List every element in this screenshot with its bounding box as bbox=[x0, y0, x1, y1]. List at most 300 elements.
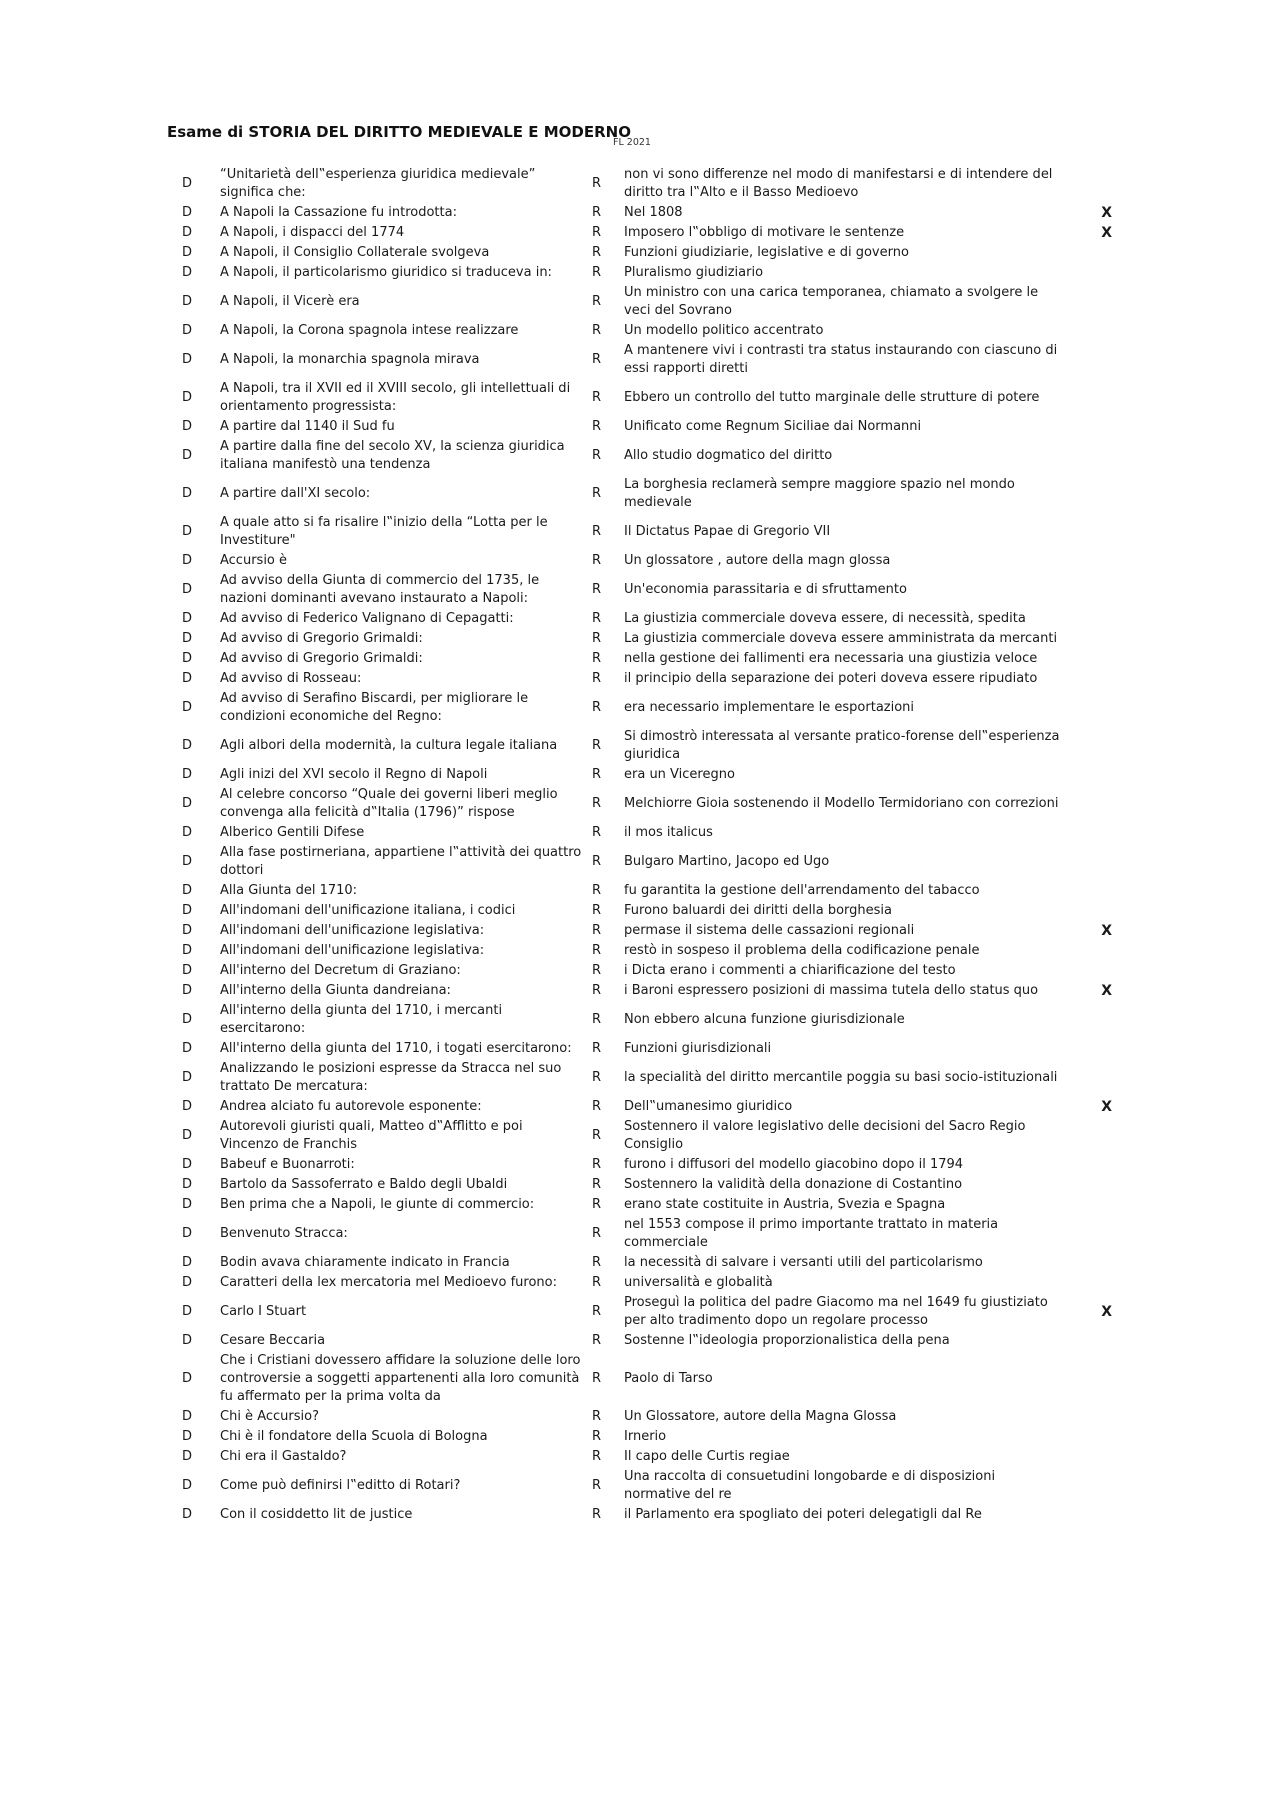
question-marker: D bbox=[182, 1226, 193, 1241]
table-row bbox=[182, 1427, 1112, 1447]
question-text: Alla fase postirneriana, appartiene l‟attività dei quattro dottori bbox=[220, 845, 582, 878]
table-row bbox=[182, 1059, 1112, 1097]
table-row bbox=[182, 901, 1112, 921]
question-marker: D bbox=[182, 582, 193, 597]
table-row bbox=[182, 283, 1112, 321]
document-code: FL 2021 bbox=[613, 137, 651, 148]
table-row bbox=[182, 1117, 1112, 1155]
question-text: Ad avviso di Gregorio Grimaldi: bbox=[220, 631, 423, 646]
table-row bbox=[182, 203, 1112, 223]
answer-text: Furono baluardi dei diritti della borghesia bbox=[624, 903, 892, 918]
correct-mark bbox=[1064, 1253, 1112, 1273]
correct-mark bbox=[1064, 243, 1112, 263]
question-marker: D bbox=[182, 700, 193, 715]
correct-mark bbox=[1064, 727, 1112, 765]
answer-text: permase il sistema delle cassazioni regionali bbox=[624, 923, 915, 938]
table-row bbox=[182, 609, 1112, 629]
correct-mark bbox=[1064, 941, 1112, 961]
answer-text: il Parlamento era spogliato dei poteri delegatigli dal Re bbox=[624, 1507, 982, 1522]
correct-mark: X bbox=[1101, 923, 1112, 939]
answer-text: erano state costituite in Austria, Svezia e Spagna bbox=[624, 1197, 946, 1212]
answer-text: Il capo delle Curtis regiae bbox=[624, 1449, 790, 1464]
table-row bbox=[182, 1447, 1112, 1467]
question-marker: D bbox=[182, 419, 193, 434]
answer-text: Unificato come Regnum Siciliae dai Normanni bbox=[624, 419, 922, 434]
question-marker: D bbox=[182, 1449, 193, 1464]
answer-text: i Baroni espressero posizioni di massima tutela dello status quo bbox=[624, 983, 1039, 998]
question-marker: D bbox=[182, 390, 193, 405]
question-marker: D bbox=[182, 854, 193, 869]
answer-text: il principio della separazione dei poteri doveva essere ripudiato bbox=[624, 671, 1038, 686]
answer-marker: R bbox=[592, 1041, 602, 1056]
answer-text: era un Viceregno bbox=[624, 767, 735, 782]
correct-mark: X bbox=[1101, 1304, 1112, 1320]
answer-text: A mantenere vivi i contrasti tra status instaurando con ciascuno di essi rapporti diretti bbox=[624, 343, 1058, 376]
answer-text: Si dimostrò interessata al versante pratico-forense dell‟esperienza giuridica bbox=[624, 729, 1060, 762]
correct-mark bbox=[1064, 341, 1112, 379]
correct-mark bbox=[1064, 1407, 1112, 1427]
correct-mark bbox=[1064, 551, 1112, 571]
table-row bbox=[182, 629, 1112, 649]
correct-mark bbox=[1064, 689, 1112, 727]
answer-marker: R bbox=[592, 1070, 602, 1085]
table-row bbox=[182, 1175, 1112, 1195]
table-row bbox=[182, 921, 1112, 941]
answer-marker: R bbox=[592, 1449, 602, 1464]
question-text: Benvenuto Stracca: bbox=[220, 1226, 348, 1241]
question-marker: D bbox=[182, 323, 193, 338]
answer-text: Imposero l‟obbligo di motivare le sentenze bbox=[624, 225, 905, 240]
question-text: Che i Cristiani dovessero affidare la soluzione delle loro controversie a soggetti appartenenti alla loro comunità fu affermato per la prima volta da bbox=[220, 1353, 581, 1404]
answer-text: Un'economia parassitaria e di sfruttamento bbox=[624, 582, 907, 597]
answer-marker: R bbox=[592, 1275, 602, 1290]
correct-mark bbox=[1064, 823, 1112, 843]
table-row bbox=[182, 1505, 1112, 1525]
question-marker: D bbox=[182, 631, 193, 646]
answer-text: Funzioni giurisdizionali bbox=[624, 1041, 772, 1056]
answer-marker: R bbox=[592, 1255, 602, 1270]
question-marker: D bbox=[182, 225, 193, 240]
answer-marker: R bbox=[592, 1197, 602, 1212]
table-row bbox=[182, 941, 1112, 961]
question-marker: D bbox=[182, 903, 193, 918]
question-text: A Napoli, il Vicerè era bbox=[220, 294, 360, 309]
table-row bbox=[182, 475, 1112, 513]
correct-mark bbox=[1064, 609, 1112, 629]
question-marker: D bbox=[182, 923, 193, 938]
answer-text: furono i diffusori del modello giacobino dopo il 1794 bbox=[624, 1157, 964, 1172]
answer-marker: R bbox=[592, 486, 602, 501]
answer-text: Non ebbero alcuna funzione giurisdizionale bbox=[624, 1012, 905, 1027]
question-text: Ben prima che a Napoli, le giunte di commercio: bbox=[220, 1197, 535, 1212]
table-row bbox=[182, 669, 1112, 689]
question-marker: D bbox=[182, 1333, 193, 1348]
answer-marker: R bbox=[592, 582, 602, 597]
correct-mark bbox=[1064, 475, 1112, 513]
answer-marker: R bbox=[592, 553, 602, 568]
question-marker: D bbox=[182, 1275, 193, 1290]
table-row bbox=[182, 1001, 1112, 1039]
question-marker: D bbox=[182, 943, 193, 958]
table-row bbox=[182, 961, 1112, 981]
answer-text: Irnerio bbox=[624, 1429, 667, 1444]
question-text: A Napoli, tra il XVII ed il XVIII secolo, gli intellettuali di orientamento progressista: bbox=[220, 381, 571, 414]
question-text: “Unitarietà dell‟esperienza giuridica medievale” significa che: bbox=[220, 167, 536, 200]
answer-marker: R bbox=[592, 1128, 602, 1143]
correct-mark bbox=[1064, 321, 1112, 341]
answer-text: Dell‟umanesimo giuridico bbox=[624, 1099, 793, 1114]
question-text: Ad avviso di Gregorio Grimaldi: bbox=[220, 651, 423, 666]
table-row bbox=[182, 785, 1112, 823]
question-text: All'indomani dell'unificazione legislativa: bbox=[220, 923, 485, 938]
answer-marker: R bbox=[592, 1157, 602, 1172]
answer-marker: R bbox=[592, 883, 602, 898]
question-text: Accursio è bbox=[220, 553, 288, 568]
correct-mark bbox=[1064, 1039, 1112, 1059]
question-marker: D bbox=[182, 738, 193, 753]
answer-marker: R bbox=[592, 1226, 602, 1241]
table-row bbox=[182, 1215, 1112, 1253]
question-text: Alberico Gentili Difese bbox=[220, 825, 365, 840]
correct-mark: X bbox=[1101, 983, 1112, 999]
correct-mark bbox=[1064, 1175, 1112, 1195]
question-text: Chi era il Gastaldo? bbox=[220, 1449, 347, 1464]
correct-mark bbox=[1064, 1001, 1112, 1039]
question-marker: D bbox=[182, 767, 193, 782]
question-text: A Napoli, la Corona spagnola intese realizzare bbox=[220, 323, 519, 338]
answer-marker: R bbox=[592, 352, 602, 367]
question-text: A quale atto si fa risalire l‟inizio della “Lotta per le Investiture" bbox=[220, 515, 548, 548]
question-text: All'interno della giunta del 1710, i mercanti esercitarono: bbox=[220, 1003, 503, 1036]
answer-marker: R bbox=[592, 1429, 602, 1444]
question-text: Con il cosiddetto lit de justice bbox=[220, 1507, 413, 1522]
question-marker: D bbox=[182, 1304, 193, 1319]
answer-marker: R bbox=[592, 825, 602, 840]
answer-marker: R bbox=[592, 225, 602, 240]
answer-text: Sostennero la validità della donazione di Costantino bbox=[624, 1177, 963, 1192]
answer-marker: R bbox=[592, 1012, 602, 1027]
answer-text: fu garantita la gestione dell'arrendamento del tabacco bbox=[624, 883, 980, 898]
question-marker: D bbox=[182, 486, 193, 501]
answer-marker: R bbox=[592, 651, 602, 666]
correct-mark bbox=[1064, 1059, 1112, 1097]
answer-text: nella gestione dei fallimenti era necessaria una giustizia veloce bbox=[624, 651, 1038, 666]
answer-marker: R bbox=[592, 671, 602, 686]
answer-marker: R bbox=[592, 738, 602, 753]
question-marker: D bbox=[182, 1429, 193, 1444]
table-row bbox=[182, 1351, 1112, 1407]
question-marker: D bbox=[182, 1197, 193, 1212]
answer-marker: R bbox=[592, 983, 602, 998]
answer-marker: R bbox=[592, 245, 602, 260]
correct-mark bbox=[1064, 765, 1112, 785]
table-row bbox=[182, 165, 1112, 203]
answer-marker: R bbox=[592, 963, 602, 978]
question-text: A Napoli, il Consiglio Collaterale svolgeva bbox=[220, 245, 490, 260]
answer-marker: R bbox=[592, 1507, 602, 1522]
question-marker: D bbox=[182, 1128, 193, 1143]
answer-text: Ebbero un controllo del tutto marginale delle strutture di potere bbox=[624, 390, 1040, 405]
question-marker: D bbox=[182, 553, 193, 568]
answer-text: La giustizia commerciale doveva essere amministrata da mercanti bbox=[624, 631, 1058, 646]
correct-mark bbox=[1064, 961, 1112, 981]
question-text: All'interno della Giunta dandreiana: bbox=[220, 983, 451, 998]
answer-text: Un glossatore , autore della magn glossa bbox=[624, 553, 891, 568]
table-row bbox=[182, 1253, 1112, 1273]
question-text: Babeuf e Buonarroti: bbox=[220, 1157, 355, 1172]
question-text: Andrea alciato fu autorevole esponente: bbox=[220, 1099, 482, 1114]
question-marker: D bbox=[182, 825, 193, 840]
question-text: Agli albori della modernità, la cultura legale italiana bbox=[220, 738, 558, 753]
table-row bbox=[182, 1273, 1112, 1293]
correct-mark bbox=[1064, 1155, 1112, 1175]
correct-mark bbox=[1064, 901, 1112, 921]
question-text: Carlo I Stuart bbox=[220, 1304, 307, 1319]
question-text: Al celebre concorso “Quale dei governi liberi meglio convenga alla felicità d‟Italia (1796)” rispose bbox=[220, 787, 558, 820]
correct-mark bbox=[1064, 649, 1112, 669]
question-text: Bodin avava chiaramente indicato in Francia bbox=[220, 1255, 510, 1270]
correct-mark bbox=[1064, 263, 1112, 283]
answer-marker: R bbox=[592, 611, 602, 626]
answer-text: il mos italicus bbox=[624, 825, 713, 840]
question-text: Bartolo da Sassoferrato e Baldo degli Ubaldi bbox=[220, 1177, 508, 1192]
table-row bbox=[182, 513, 1112, 551]
question-answer-table bbox=[182, 165, 1112, 1525]
question-text: A partire dalla fine del secolo XV, la scienza giuridica italiana manifestò una tendenza bbox=[220, 439, 565, 472]
question-text: Caratteri della lex mercatoria mel Medioevo furono: bbox=[220, 1275, 557, 1290]
question-marker: D bbox=[182, 176, 193, 191]
question-marker: D bbox=[182, 265, 193, 280]
answer-marker: R bbox=[592, 294, 602, 309]
answer-marker: R bbox=[592, 390, 602, 405]
table-row bbox=[182, 1155, 1112, 1175]
answer-marker: R bbox=[592, 1099, 602, 1114]
correct-mark bbox=[1064, 417, 1112, 437]
answer-marker: R bbox=[592, 419, 602, 434]
answer-text: i Dicta erano i commenti a chiarificazione del testo bbox=[624, 963, 956, 978]
correct-mark bbox=[1064, 1505, 1112, 1525]
question-text: All'indomani dell'unificazione legislativa: bbox=[220, 943, 485, 958]
question-marker: D bbox=[182, 1157, 193, 1172]
question-text: A Napoli, la monarchia spagnola mirava bbox=[220, 352, 480, 367]
correct-mark bbox=[1064, 629, 1112, 649]
question-text: All'interno del Decretum di Graziano: bbox=[220, 963, 461, 978]
answer-text: non vi sono differenze nel modo di manifestarsi e di intendere del diritto tra l‟Alto e il Basso Medioevo bbox=[624, 167, 1053, 200]
correct-mark bbox=[1064, 669, 1112, 689]
question-text: All'interno della giunta del 1710, i togati esercitarono: bbox=[220, 1041, 572, 1056]
question-marker: D bbox=[182, 1099, 193, 1114]
answer-text: Nel 1808 bbox=[624, 205, 683, 220]
table-row bbox=[182, 417, 1112, 437]
correct-mark bbox=[1064, 785, 1112, 823]
table-row bbox=[182, 689, 1112, 727]
question-text: A partire dal 1140 il Sud fu bbox=[220, 419, 395, 434]
table-row bbox=[182, 765, 1112, 785]
table-row bbox=[182, 843, 1112, 881]
correct-mark bbox=[1064, 165, 1112, 203]
table-row bbox=[182, 243, 1112, 263]
correct-mark bbox=[1064, 843, 1112, 881]
answer-marker: R bbox=[592, 631, 602, 646]
question-marker: D bbox=[182, 245, 193, 260]
question-marker: D bbox=[182, 1070, 193, 1085]
answer-text: Un ministro con una carica temporanea, chiamato a svolgere le veci del Sovrano bbox=[624, 285, 1039, 318]
table-row bbox=[182, 223, 1112, 243]
question-marker: D bbox=[182, 963, 193, 978]
answer-marker: R bbox=[592, 923, 602, 938]
question-marker: D bbox=[182, 983, 193, 998]
correct-mark bbox=[1064, 881, 1112, 901]
answer-marker: R bbox=[592, 700, 602, 715]
table-row bbox=[182, 321, 1112, 341]
question-marker: D bbox=[182, 671, 193, 686]
question-marker: D bbox=[182, 524, 193, 539]
table-row bbox=[182, 881, 1112, 901]
answer-text: nel 1553 compose il primo importante trattato in materia commerciale bbox=[624, 1217, 999, 1250]
answer-text: Il Dictatus Papae di Gregorio VII bbox=[624, 524, 831, 539]
answer-text: Paolo di Tarso bbox=[624, 1371, 713, 1386]
question-text: Ad avviso della Giunta di commercio del 1735, le nazioni dominanti avevano instaurato a Napoli: bbox=[220, 573, 540, 606]
answer-text: La giustizia commerciale doveva essere, di necessità, spedita bbox=[624, 611, 1026, 626]
answer-text: Sostennero il valore legislativo delle decisioni del Sacro Regio Consiglio bbox=[624, 1119, 1026, 1152]
answer-text: universalità e globalità bbox=[624, 1275, 773, 1290]
question-marker: D bbox=[182, 1371, 193, 1386]
question-marker: D bbox=[182, 1177, 193, 1192]
table-row bbox=[182, 649, 1112, 669]
correct-mark bbox=[1064, 1351, 1112, 1407]
table-row bbox=[182, 341, 1112, 379]
table-row bbox=[182, 823, 1112, 843]
answer-marker: R bbox=[592, 176, 602, 191]
question-text: Ad avviso di Serafino Biscardi, per migliorare le condizioni economiche del Regno: bbox=[220, 691, 529, 724]
correct-mark bbox=[1064, 571, 1112, 609]
correct-mark: X bbox=[1101, 1099, 1112, 1115]
correct-mark: X bbox=[1101, 205, 1112, 221]
answer-text: Melchiorre Gioia sostenendo il Modello Termidoriano con correzioni bbox=[624, 796, 1059, 811]
question-text: Cesare Beccaria bbox=[220, 1333, 326, 1348]
answer-marker: R bbox=[592, 1478, 602, 1493]
table-row bbox=[182, 1097, 1112, 1117]
question-marker: D bbox=[182, 796, 193, 811]
answer-marker: R bbox=[592, 1409, 602, 1424]
answer-marker: R bbox=[592, 854, 602, 869]
table-row bbox=[182, 1039, 1112, 1059]
question-text: Ad avviso di Federico Valignano di Cepagatti: bbox=[220, 611, 514, 626]
answer-marker: R bbox=[592, 943, 602, 958]
answer-text: Pluralismo giudiziario bbox=[624, 265, 764, 280]
answer-text: Bulgaro Martino, Jacopo ed Ugo bbox=[624, 854, 830, 869]
correct-mark bbox=[1064, 283, 1112, 321]
question-text: A Napoli, i dispacci del 1774 bbox=[220, 225, 405, 240]
correct-mark bbox=[1064, 1195, 1112, 1215]
answer-marker: R bbox=[592, 1177, 602, 1192]
answer-marker: R bbox=[592, 323, 602, 338]
answer-text: La borghesia reclamerà sempre maggiore spazio nel mondo medievale bbox=[624, 477, 1015, 510]
answer-marker: R bbox=[592, 903, 602, 918]
correct-mark bbox=[1064, 1427, 1112, 1447]
question-marker: D bbox=[182, 1507, 193, 1522]
question-marker: D bbox=[182, 205, 193, 220]
table-row bbox=[182, 1331, 1112, 1351]
correct-mark bbox=[1064, 437, 1112, 475]
question-text: Come può definirsi l‟editto di Rotari? bbox=[220, 1478, 461, 1493]
question-text: Analizzando le posizioni espresse da Stracca nel suo trattato De mercatura: bbox=[220, 1061, 562, 1094]
table-row bbox=[182, 727, 1112, 765]
correct-mark bbox=[1064, 379, 1112, 417]
answer-marker: R bbox=[592, 1333, 602, 1348]
table-row bbox=[182, 571, 1112, 609]
question-marker: D bbox=[182, 352, 193, 367]
answer-text: Una raccolta di consuetudini longobarde e di disposizioni normative del re bbox=[624, 1469, 996, 1502]
answer-text: restò in sospeso il problema della codificazione penale bbox=[624, 943, 980, 958]
correct-mark bbox=[1064, 1117, 1112, 1155]
correct-mark bbox=[1064, 1447, 1112, 1467]
question-marker: D bbox=[182, 611, 193, 626]
answer-marker: R bbox=[592, 265, 602, 280]
question-text: A Napoli, il particolarismo giuridico si traduceva in: bbox=[220, 265, 552, 280]
question-marker: D bbox=[182, 1041, 193, 1056]
question-marker: D bbox=[182, 651, 193, 666]
question-text: Alla Giunta del 1710: bbox=[220, 883, 358, 898]
question-marker: D bbox=[182, 1409, 193, 1424]
answer-marker: R bbox=[592, 1371, 602, 1386]
question-text: Chi è il fondatore della Scuola di Bologna bbox=[220, 1429, 488, 1444]
table-row bbox=[182, 1195, 1112, 1215]
table-row bbox=[182, 1407, 1112, 1427]
correct-mark bbox=[1064, 1273, 1112, 1293]
table-row bbox=[182, 981, 1112, 1001]
correct-mark bbox=[1064, 513, 1112, 551]
question-text: Autorevoli giuristi quali, Matteo d‟Afflitto e poi Vincenzo de Franchis bbox=[220, 1119, 523, 1152]
question-text: Ad avviso di Rosseau: bbox=[220, 671, 362, 686]
table-row bbox=[182, 551, 1112, 571]
table-row bbox=[182, 263, 1112, 283]
qa-table-body bbox=[182, 165, 1112, 1525]
answer-text: Funzioni giudiziarie, legislative e di governo bbox=[624, 245, 909, 260]
question-marker: D bbox=[182, 1012, 193, 1027]
table-row bbox=[182, 1467, 1112, 1505]
question-text: All'indomani dell'unificazione italiana, i codici bbox=[220, 903, 516, 918]
correct-mark bbox=[1064, 1215, 1112, 1253]
correct-mark: X bbox=[1101, 225, 1112, 241]
question-text: Chi è Accursio? bbox=[220, 1409, 319, 1424]
table-row bbox=[182, 437, 1112, 475]
answer-text: Un modello politico accentrato bbox=[624, 323, 824, 338]
answer-text: era necessario implementare le esportazioni bbox=[624, 700, 915, 715]
answer-marker: R bbox=[592, 205, 602, 220]
answer-marker: R bbox=[592, 448, 602, 463]
answer-text: Allo studio dogmatico del diritto bbox=[624, 448, 833, 463]
question-marker: D bbox=[182, 294, 193, 309]
answer-marker: R bbox=[592, 1304, 602, 1319]
page-header bbox=[167, 123, 1167, 153]
table-row bbox=[182, 379, 1112, 417]
question-text: A Napoli la Cassazione fu introdotta: bbox=[220, 205, 457, 220]
question-text: A partire dall'XI secolo: bbox=[220, 486, 371, 501]
question-text: Agli inizi del XVI secolo il Regno di Napoli bbox=[220, 767, 488, 782]
question-marker: D bbox=[182, 1255, 193, 1270]
question-marker: D bbox=[182, 1478, 193, 1493]
answer-text: Sostenne l‟ideologia proporzionalistica della pena bbox=[624, 1333, 950, 1348]
answer-text: la necessità di salvare i versanti utili del particolarismo bbox=[624, 1255, 983, 1270]
correct-mark bbox=[1064, 1467, 1112, 1505]
answer-text: Proseguì la politica del padre Giacomo ma nel 1649 fu giustiziato per alto tradimento dopo un regolare processo bbox=[624, 1295, 1048, 1328]
answer-text: la specialità del diritto mercantile poggia su basi socio-istituzionali bbox=[624, 1070, 1058, 1085]
question-marker: D bbox=[182, 883, 193, 898]
answer-marker: R bbox=[592, 796, 602, 811]
document-title: Esame di STORIA DEL DIRITTO MEDIEVALE E MODERNO bbox=[167, 123, 631, 141]
table-row bbox=[182, 1293, 1112, 1331]
